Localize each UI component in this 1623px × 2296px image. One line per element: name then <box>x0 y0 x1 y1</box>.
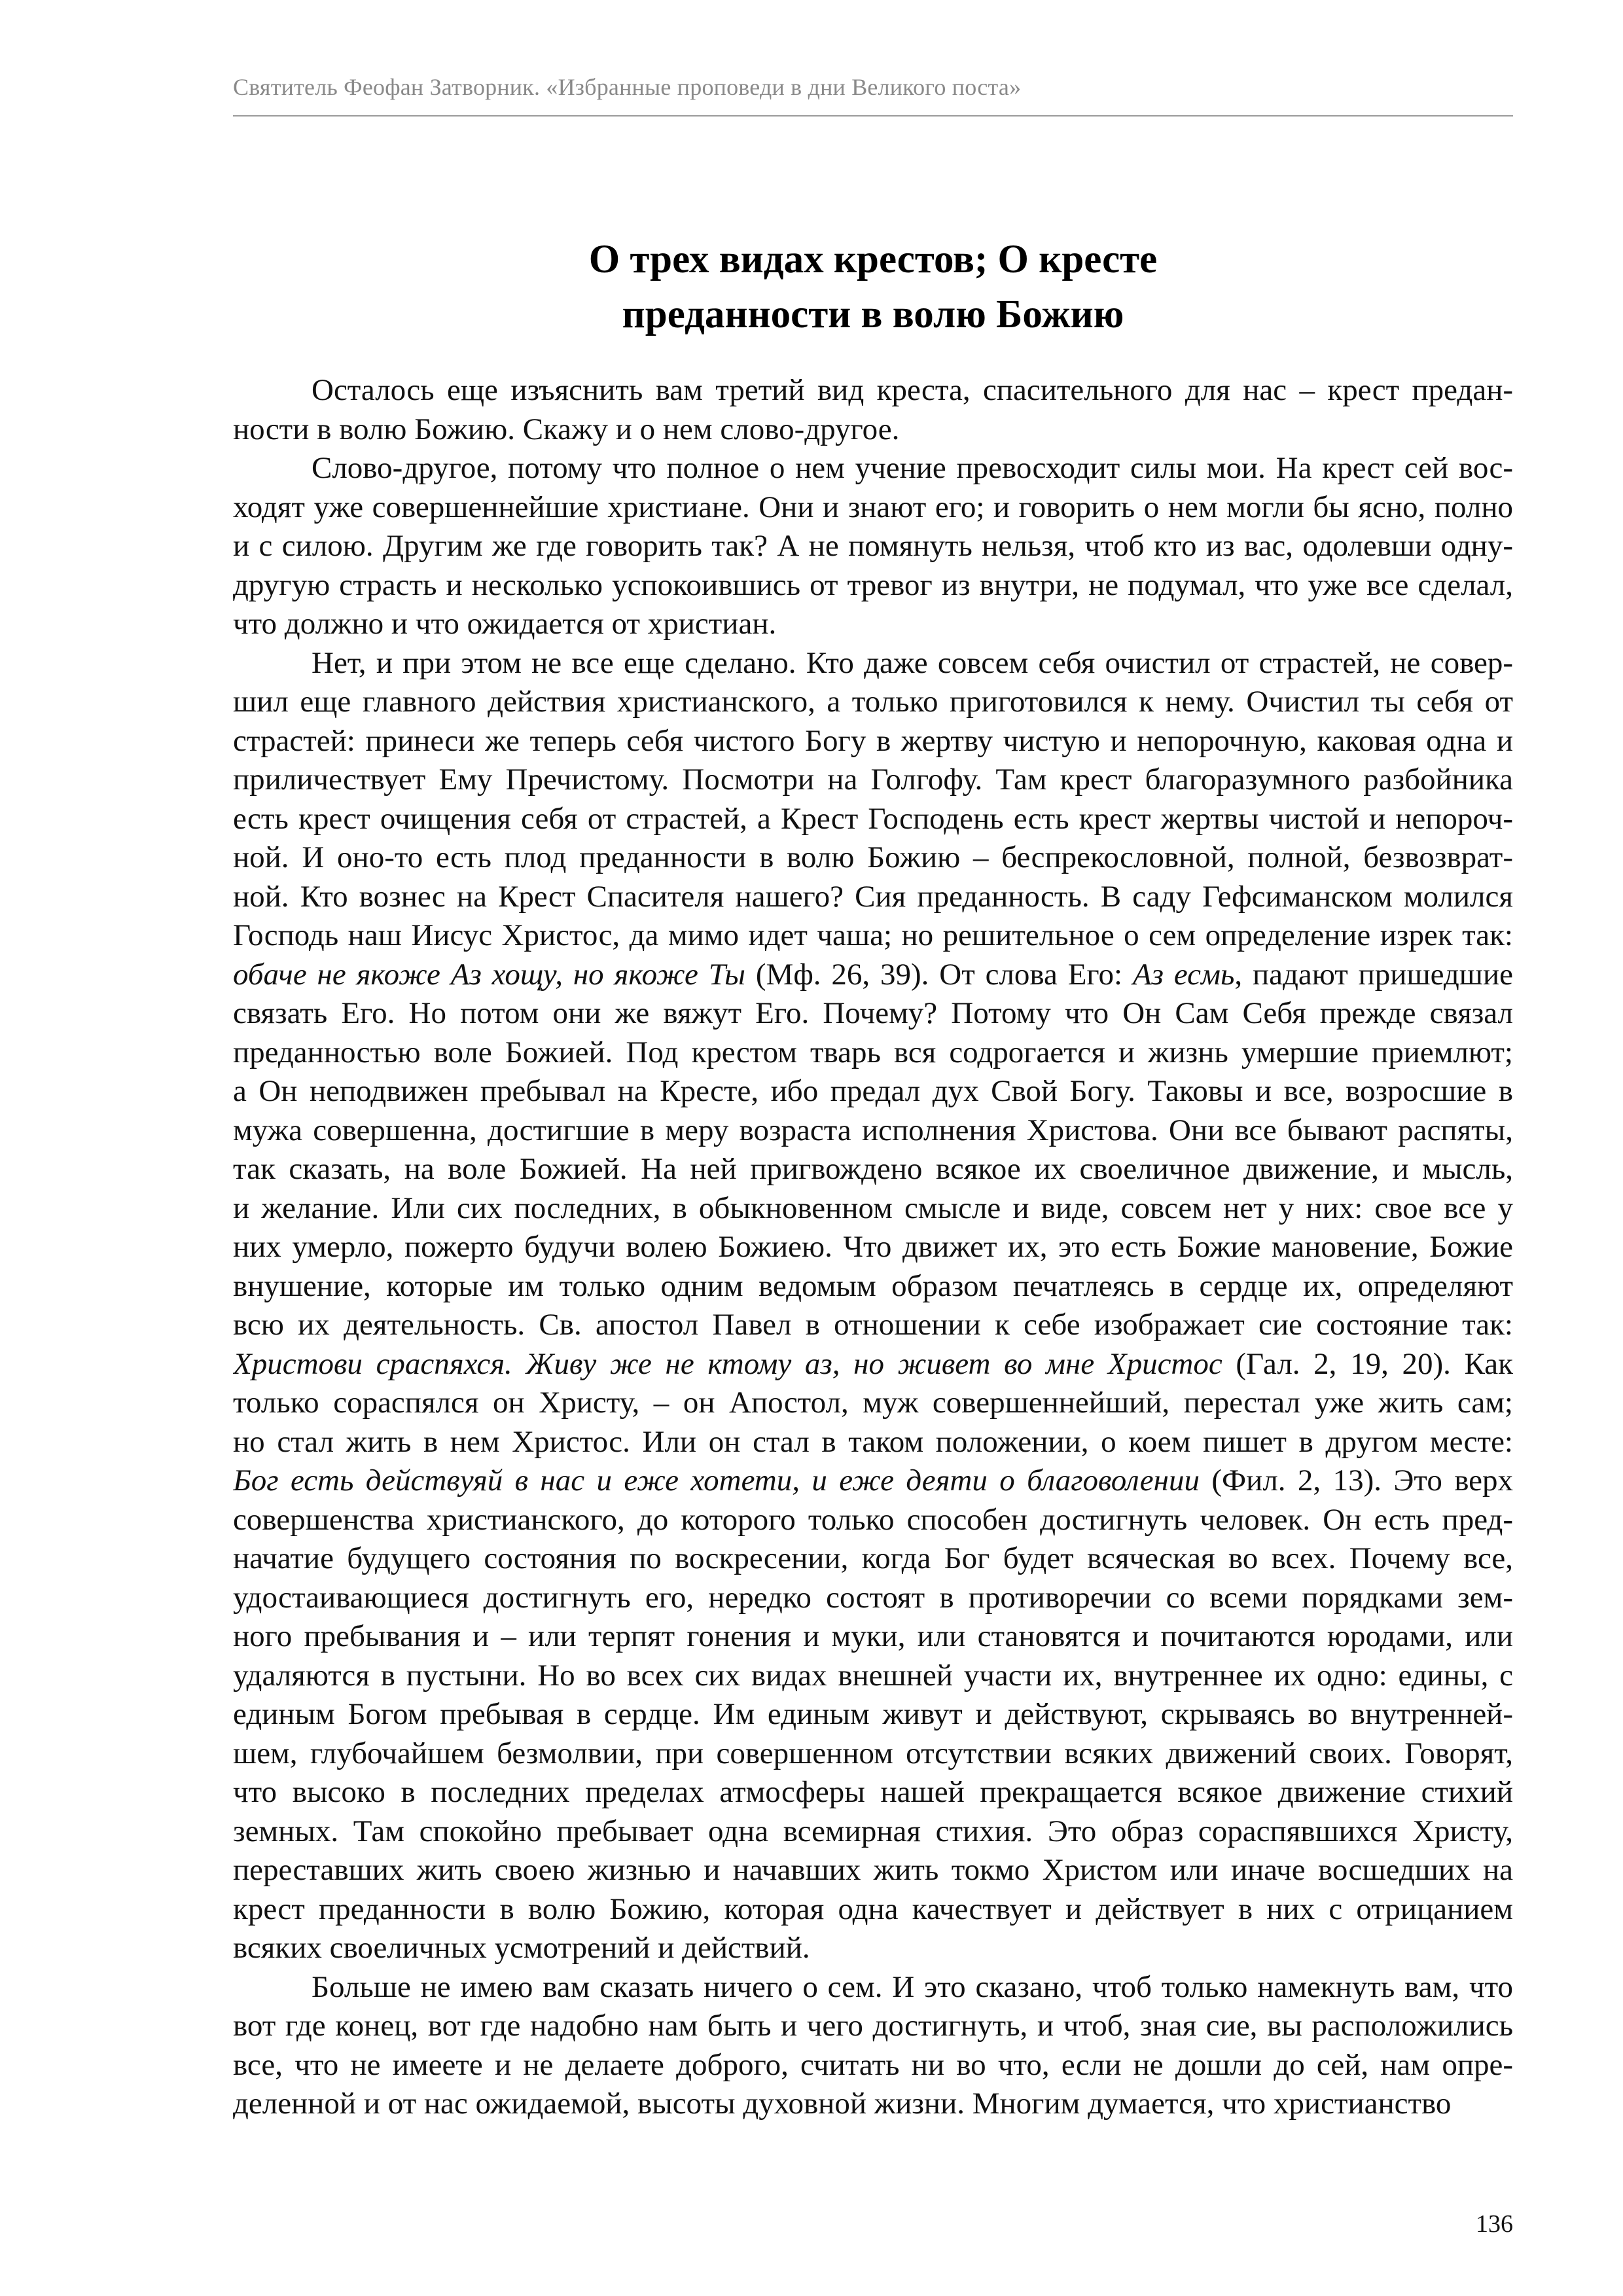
italic-quote: Христови сраспяхся. Живу же не ктому аз, но живет во мне Христос <box>233 1346 1222 1381</box>
running-header: Святитель Феофан Затворник. «Избранные проповеди в дни Великого поста» <box>233 74 1022 100</box>
text-run: (Гал. 2, 19, 20). Как <box>1222 1346 1513 1381</box>
text-run: удаляются в пустыни. Но во всех сих видах внешней участи их, внутреннее их одно: едины, с <box>233 1658 1513 1693</box>
text-run: ной. Кто вознес на Крест Спасителя нашего? Сия преданность. В саду Гефсиманском молился <box>233 879 1513 914</box>
text-line <box>233 1345 1513 1384</box>
text-line <box>233 605 1513 644</box>
text-line <box>233 1072 1513 1111</box>
text-run: приличествует Ему Пречистому. Посмотри на Голгофу. Там крест благоразумного разбойника <box>233 762 1513 797</box>
text-run: а Он неподвижен пребывал на Кресте, ибо предал дух Свой Богу. Таковы и все, возросшие в <box>233 1074 1513 1108</box>
text-line <box>233 878 1513 917</box>
text-line <box>233 1462 1513 1501</box>
text-run: шил еще главного действия христианского, а только приготовился к нему. Очистил ты себя от <box>233 685 1513 719</box>
text-line <box>233 1539 1513 1579</box>
text-run: но стал жить в нем Христос. Или он стал в таком положении, о коем пишет в другом месте: <box>233 1424 1513 1459</box>
text-run: только сораспялся он Христу, – он Апостол, муж совершеннейший, перестал уже жить сам; <box>233 1386 1513 1420</box>
text-run: совершенства христианского, до которого только способен достигнуть человек. Он есть пред- <box>233 1502 1513 1537</box>
italic-quote: Бог есть действуяй в нас и еже хотети, и еже деяти о благоволении <box>233 1463 1200 1498</box>
text-line <box>233 527 1513 566</box>
text-line <box>233 1851 1513 1890</box>
text-run: и желание. Или сих последних, в обыкновенном смысле и виде, совсем нет у них: свое все у <box>233 1191 1513 1225</box>
text-line <box>233 994 1513 1033</box>
text-run: и с силою. Другим же где говорить так? А не помянуть нельзя, чтоб кто из вас, одолевши одну- <box>233 529 1513 563</box>
title-line-2: преданности в волю Божию <box>622 293 1124 336</box>
text-line <box>233 1306 1513 1345</box>
text-run: всяких своеличных усмотрений и действий. <box>233 1931 810 1965</box>
text-run: шем, глубочайшем безмолвии, при совершенном отсутствии всяких движений своих. Говорят, <box>233 1736 1513 1770</box>
italic-quote: обаче не якоже Аз хощу, но якоже Ты <box>233 957 746 992</box>
text-line <box>233 761 1513 800</box>
text-run: Нет, и при этом не все еще сделано. Кто даже совсем себя очистил от страстей, не совер- <box>312 645 1513 680</box>
text-run: вот где конец, вот где надобно нам быть и чего достигнуть, и чтоб, зная сие, вы расположились <box>233 2009 1513 2043</box>
text-line <box>233 1501 1513 1540</box>
text-run: (Фил. 2, 13). Это верх <box>1199 1463 1513 1498</box>
text-run: что высоко в последних пределах атмосферы нашей прекращается всякое движение стихий <box>233 1775 1513 1809</box>
text-run: переставших жить своею жизнью и начавших жить токмо Христом или иначе восшедших на <box>233 1853 1513 1887</box>
text-run: ной. И оно-то есть плод преданности в волю Божию – беспрекословной, полной, безвозврат- <box>233 840 1513 874</box>
header-rule <box>233 115 1513 117</box>
text-run: так сказать, на воле Божией. На ней пригвождено всякое их своеличное движение, и мысль, <box>233 1152 1513 1186</box>
text-line <box>233 1111 1513 1151</box>
text-run: ного пребывания и – или терпят гонения и муки, или становятся и почитаются юродами, или <box>233 1619 1513 1653</box>
text-line <box>233 1890 1513 1929</box>
text-line <box>233 1579 1513 1618</box>
text-run: все, что не имеете и не делаете доброго, считать ни во что, если не дошли до сей, нам опре- <box>233 2047 1513 2082</box>
text-line <box>233 956 1513 995</box>
text-run: страстей: принеси же теперь себя чистого Богу в жертву чистую и непорочную, каковая одна и <box>233 723 1513 758</box>
text-line <box>233 1267 1513 1306</box>
text-line <box>233 2046 1513 2085</box>
text-run: них умерло, пожерто будучи волею Божиею. Что движет их, это есть Божие мановение, Божие <box>233 1230 1513 1264</box>
text-run: (Мф. 26, 39). От слова Его: <box>745 957 1133 992</box>
text-run: Больше не имею вам сказать ничего о сем. И это сказано, чтоб только намекнуть вам, что <box>312 1969 1513 2004</box>
text-run: ности в волю Божию. Скажу и о нем слово-другое. <box>233 412 900 446</box>
text-line <box>233 1228 1513 1267</box>
text-run: другую страсть и несколько успокоившись от тревог из внутри, не подумал, что уже все сделал, <box>233 567 1513 602</box>
text-line <box>233 1929 1513 1968</box>
text-line <box>233 1657 1513 1696</box>
text-run: Слово-другое, потому что полное о нем учение превосходит силы мои. На крест сей вос- <box>312 451 1513 485</box>
text-run: Осталось еще изъяснить вам третий вид креста, спасительного для нас – крест предан- <box>312 373 1513 407</box>
text-run: что должно и что ожидается от христиан. <box>233 607 777 641</box>
text-run: Господь наш Иисус Христос, да мимо идет чаша; но решительное о сем определение изрек так: <box>233 918 1513 952</box>
text-line <box>233 722 1513 761</box>
text-run: начатие будущего состояния по воскресении, когда Бог будет всяческая во всех. Почему все, <box>233 1541 1513 1575</box>
text-line <box>233 683 1513 722</box>
text-line <box>233 644 1513 683</box>
text-line <box>233 371 1513 410</box>
text-run: мужа совершенна, достигшие в меру возраста исполнения Христова. Они все бывают распяты, <box>233 1113 1513 1147</box>
text-run: единым Богом пребывая в сердце. Им единым живут и действуют, скрываясь во внутренней- <box>233 1697 1513 1731</box>
text-run: , падают пришедшие <box>1234 957 1513 992</box>
page-number: 136 <box>1476 2210 1513 2238</box>
text-line <box>233 1968 1513 2007</box>
text-run: преданностью воле Божией. Под крестом тварь вся содрогается и жизнь умершие приемлют; <box>233 1035 1513 1069</box>
text-run: крест преданности в волю Божию, которая одна качествует и действует в них с отрицанием <box>233 1892 1513 1926</box>
italic-quote: Аз есмь <box>1132 957 1235 992</box>
text-run: ходят уже совершеннейшие христиане. Они и знают его; и говорить о нем могли бы ясно, полно <box>233 490 1513 524</box>
page-title <box>233 232 1513 342</box>
text-line <box>233 1423 1513 1462</box>
text-line <box>233 838 1513 878</box>
body-text <box>233 371 1513 2124</box>
text-line <box>233 2085 1513 2124</box>
text-run: деленной и от нас ожидаемой, высоты духовной жизни. Многим думается, что христианство <box>233 2087 1452 2121</box>
text-run: всю их деятельность. Св. апостол Павел в отношении к себе изображает сие состояние так: <box>233 1308 1513 1342</box>
text-line <box>233 1150 1513 1189</box>
text-line <box>233 449 1513 488</box>
text-line <box>233 2007 1513 2046</box>
text-line <box>233 800 1513 839</box>
text-line <box>233 1695 1513 1734</box>
text-line <box>233 916 1513 956</box>
text-run: земных. Там спокойно пребывает одна всемирная стихия. Это образ сораспявшихся Христу, <box>233 1814 1513 1848</box>
text-line <box>233 1773 1513 1812</box>
text-line <box>233 1812 1513 1852</box>
text-line <box>233 1734 1513 1774</box>
text-line <box>233 1617 1513 1657</box>
text-run: связать Его. Но потом они же вяжут Его. Почему? Потому что Он Сам Себя прежде связал <box>233 996 1513 1030</box>
text-run: внушение, которые им только одним ведомым образом печатлеясь в сердце их, определяют <box>233 1268 1513 1303</box>
title-line-1: О трех видах крестов; О кресте <box>588 238 1158 281</box>
text-line <box>233 1033 1513 1073</box>
text-line <box>233 566 1513 605</box>
text-line <box>233 488 1513 528</box>
text-line <box>233 1384 1513 1423</box>
text-line <box>233 1189 1513 1229</box>
text-run: есть крест очищения себя от страстей, а Крест Господень есть крест жертвы чистой и непороч- <box>233 801 1513 836</box>
text-run: удостаивающиеся достигнуть его, нередко состоят в противоречии со всеми порядками зем- <box>233 1580 1513 1615</box>
text-line <box>233 410 1513 450</box>
